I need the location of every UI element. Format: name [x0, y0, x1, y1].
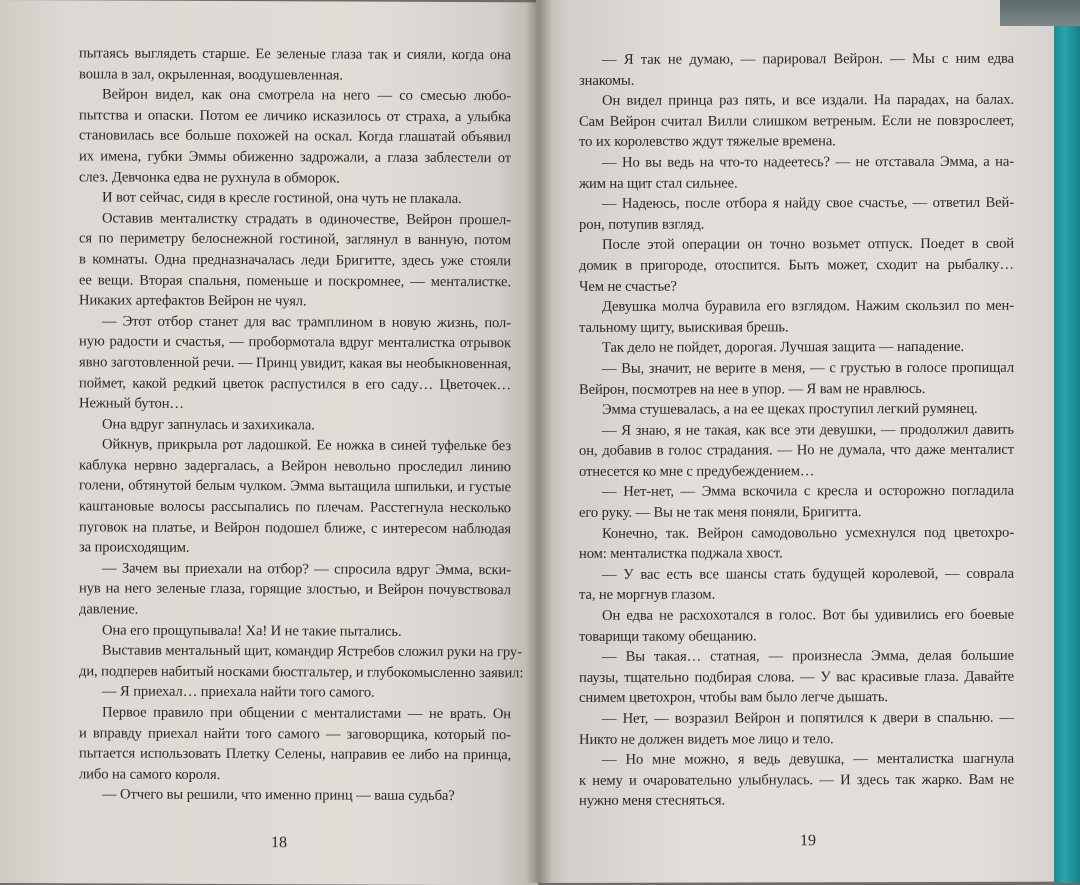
text-line: Она его прощупывала! Ха! И не такие пытались. — [102, 622, 402, 640]
text-line: снимем цветохрон, чтобы вам было легче дышать. — [579, 689, 888, 707]
text-line: к нему и очаровательно улыбнулась. — И здесь так жарко. Вам не — [579, 771, 1014, 789]
text-line: Вейрон видел, как она смотрела на него — со смесью любо- — [102, 86, 511, 105]
text-line: либо на самого короля. — [79, 766, 221, 783]
text-line: вошла в зал, окрыленная, воодушевленная. — [79, 65, 343, 84]
text-line: пытства и опаски. Потом ее личико исказилось от страха, а улыбка — [79, 107, 511, 126]
text-line: та, не моргнув глазом. — [579, 586, 716, 604]
text-line: — Нет-нет, — Эмма вскочила с кресла и осторожно погладила — [602, 483, 1014, 501]
text-line: Первое правило при общении с менталистами — не врать. Он — [102, 704, 511, 723]
text-line: поймет, какой редкий цветок распустился в его саду… Цветочек… — [79, 374, 511, 393]
text-line: — Отчего вы решили, что именно принц — ваша судьба? — [102, 786, 455, 805]
text-line: ном: менталистка поджала хвост. — [579, 545, 783, 563]
text-line: Так дело не пойдет, дорогая. Лучшая защита — нападение. — [602, 339, 965, 357]
text-line: слез. Девчонка едва не рухнула в обморок. — [79, 168, 340, 187]
text-line: И вот сейчас, сидя в кресле гостиной, она чуть не плакала. — [102, 189, 462, 208]
text-line: Он едва не расхохотался в голос. Вот бы удивились его боевые — [602, 606, 1014, 624]
text-line: Выставив ментальный щит, командир Ястребов сложил руки на гру- — [102, 642, 522, 661]
text-line: пуговок на платье, и Вейрон подошел ближе, с интересом наблюдая — [79, 519, 511, 537]
text-line: — Вы, значит, не верите в меня, — с грустью в голосе пропищал — [602, 359, 1014, 377]
text-line: — Я приехал… приехала найти того самого. — [102, 683, 375, 702]
text-line: ся по периметру белоснежной гостиной, заглянул в ванную, потом — [79, 230, 511, 249]
text-line: каблука нервно задергалась, а Вейрон невольно проследил линию — [79, 457, 511, 476]
text-line: — Вы такая… статная, — произнесла Эмма, делая большие — [602, 647, 1014, 666]
text-line: Никаких артефактов Вейрон не чуял. — [79, 292, 307, 310]
right-page-text — [579, 49, 1014, 812]
text-line: их имена, губки Эммы обиженно задрожали, а глаза заблестели от — [79, 148, 511, 167]
text-line: в комнаты. Одна предназначалась леди Бригитте, здесь уже стояли — [79, 251, 511, 270]
text-line: Сам Вейрон считал Вилли слишком ветреным. Если не повзрослеет, — [579, 112, 1014, 130]
text-line: Вейрон, посмотрев на нее в упор. — Я вам не нравлюсь. — [579, 380, 926, 398]
text-line: он, добавив в голос страдания. — Но не думала, что даже менталист — [579, 442, 1014, 460]
text-line: Оставив менталистку страдать в одиночестве, Вейрон прошел- — [102, 210, 511, 228]
text-line: После этой операции он точно возьмет отпуск. Поедет в свой — [602, 236, 1014, 254]
text-line: нув на него зеленые глаза, горящие злостью, и Вейрон почувствовал — [79, 580, 511, 599]
text-line: Он видел принца раз пять, и все издали. На парадах, на балах. — [602, 91, 1014, 110]
text-line: рон, потупив взгляд. — [579, 216, 705, 233]
text-line: Нежный бутон… — [79, 395, 184, 412]
text-line: товарищи такому обещанию. — [579, 628, 757, 645]
text-line: — Этот отбор станет для вас трамплином в новую жизнь, пол- — [102, 313, 511, 331]
text-line: становилась все больше похожей на оскал. Когда глашатай объявил — [79, 127, 511, 146]
text-line: — Зачем вы приехали на отбор? — спросила вдруг Эмма, вски- — [102, 560, 511, 579]
left-page — [0, 0, 538, 885]
text-line: Она вдруг запнулась и захихикала. — [102, 416, 315, 434]
text-line: Чем не счастье? — [579, 278, 677, 295]
book-cover-edge — [1054, 0, 1080, 883]
text-line: нужно меня стесняться. — [579, 792, 726, 810]
text-line: Конечно, так. Вейрон самодовольно усмехнулся под цветохро- — [602, 524, 1014, 542]
text-line: то их королевство ждут тяжелые времена. — [579, 133, 836, 151]
text-line: знакомы. — [579, 72, 635, 89]
text-line: Никто не должен видеть мое лицо и тело. — [579, 730, 834, 748]
text-line: — Я знаю, я не такая, как все эти девушки, — продолжил давить — [602, 421, 1014, 439]
text-line: Ойкнув, прикрыла рот ладошкой. Ее ножка в синей туфельке без — [102, 436, 511, 455]
text-line: пытается использовать Плетку Селены, направив ее либо на принца, — [79, 745, 511, 764]
text-line: давление. — [79, 601, 139, 618]
text-line: ди, подперев набитый носками бюстгальтер, и глубокомысленно заявил: — [79, 663, 524, 682]
text-line: тальному щиту, выискивая брешь. — [579, 319, 789, 336]
text-line: — У вас есть все шансы стать будущей королевой, — соврала — [602, 565, 1014, 583]
text-line: — Надеюсь, после отбора я найду свое счастье, — ответил Вей- — [602, 194, 1014, 212]
text-line: — Но вы ведь на что-то надеетесь? — не отставала Эмма, а на- — [602, 153, 1014, 171]
text-line: и вправду приехал найти того самого — заговорщика, который по- — [79, 724, 511, 743]
text-line: его руку. — Вы не так меня поняли, Бригитта. — [579, 504, 862, 521]
text-line: Девушка молча буравила его взглядом. Нажим скользил по мен- — [602, 297, 1014, 315]
background-surface — [1000, 0, 1080, 26]
text-line: явно заготовленной речи. — Принц увидит, какая вы необыкновенная, — [79, 354, 512, 373]
text-line: домик в пригороде, отоспится. Быть может, сходит на рыбалку… — [579, 256, 1014, 274]
text-line: за происходящим. — [79, 539, 190, 557]
right-page-number: 19 — [800, 832, 816, 850]
text-line: — Но мне можно, я ведь девушка, — менталистка шагнула — [602, 750, 1014, 769]
text-line: ее вещи. Вторая спальня, поменьше и поскромнее, — менталистке. — [79, 271, 511, 290]
text-line: паузы, тщательно подбирая слова. — У вас красивые глаза. Давайте — [579, 668, 1014, 686]
right-page — [536, 0, 1056, 883]
text-line: отнесется ко мне с предубеждением… — [579, 463, 815, 480]
text-line: — Я так не думаю, — парировал Вейрон. — Мы с ним едва — [602, 50, 1014, 68]
text-line: жим на щит стал сильнее. — [579, 175, 738, 192]
text-line: Эмма стушевалась, а на ее щеках проступил легкий румянец. — [602, 400, 978, 418]
text-line: пытаясь выглядеть старше. Ее зеленые глаза так и сияли, когда она — [79, 45, 511, 64]
text-line: ную радости и счастья, — пробормотала вдруг менталистка отрывок — [79, 333, 511, 352]
text-line: голени, обтянутой белым чулком. Эмма вытащила шпильки, и густые — [79, 477, 511, 496]
book-spine-shadow — [526, 0, 552, 883]
left-page-text — [79, 43, 524, 807]
text-line: каштановые волосы рассыпались по плечам. Расстегнула несколько — [79, 498, 511, 517]
text-line: — Нет, — возразил Вейрон и попятился к двери в спальню. — — [602, 709, 1014, 727]
left-page-number: 18 — [271, 834, 287, 852]
